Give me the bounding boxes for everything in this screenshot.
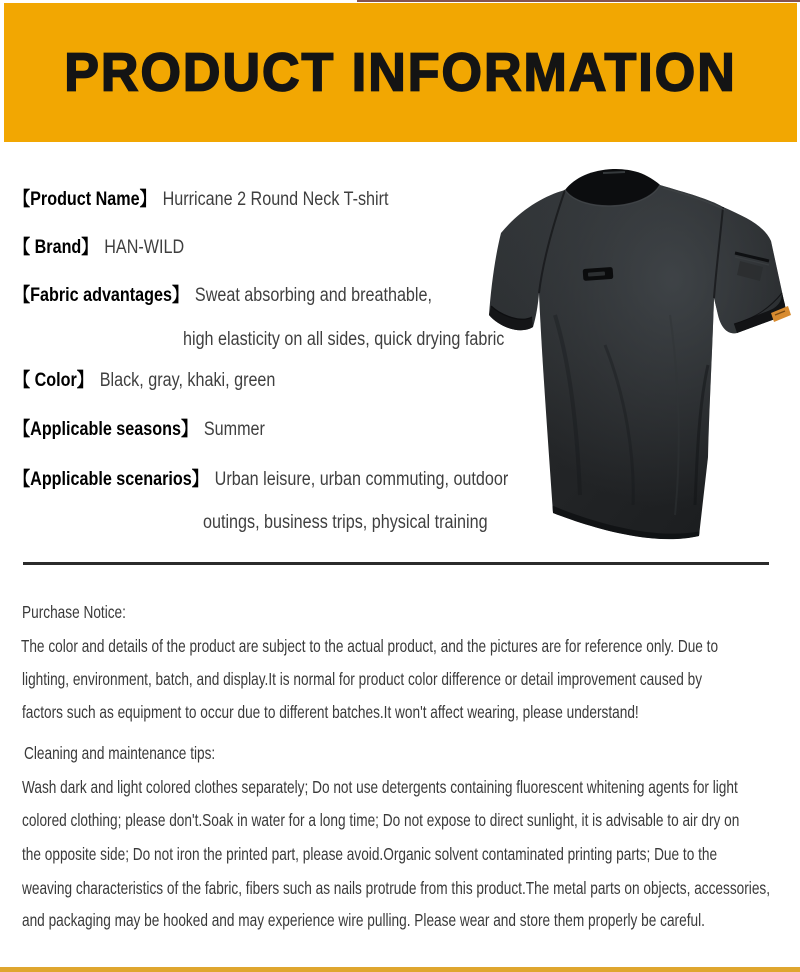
detail-label: 【 Brand】 [14,237,98,258]
detail-label: 【Applicable seasons】 [14,419,198,440]
detail-value: Black, gray, khaki, green [99,370,276,391]
detail-row-brand [14,236,184,260]
section-divider [23,562,769,565]
care-tips-line: Wash dark and light colored clothes separately; Do not use detergents containing fluorescent whitening agents for light [22,777,738,797]
purchase-notice-heading: Purchase Notice: [22,602,126,622]
care-tips-heading: Cleaning and maintenance tips: [24,743,216,763]
care-tips-line: the opposite side; Do not iron the printed part, please avoid.Organic solvent contaminated printing parts; Due to the [22,844,718,864]
detail-value: Urban leisure, urban commuting, outdoor [214,469,509,490]
detail-row-seasons [14,418,265,442]
detail-value: HAN-WILD [104,237,185,258]
bottom-accent-strip [0,967,800,972]
detail-row-scenarios [14,468,508,492]
care-tips-line: weaving characteristics of the fabric, fibers such as nails protrude from this product.The metal parts on objects, accessories, [22,878,771,898]
product-photo-tshirt [485,165,797,547]
care-tips-line: colored clothing; please don't.Soak in water for a long time; Do not expose to direct sunlight, it is advisable to air dry on [22,810,740,830]
detail-label: 【Fabric advantages】 [14,285,189,306]
detail-label: 【Applicable scenarios】 [14,469,208,490]
detail-label: 【Product Name】 [14,189,156,210]
detail-value-continuation: outings, business trips, physical training [203,512,488,533]
detail-row-color [14,369,275,393]
top-edge-artifact [357,0,800,2]
detail-row-fabric [14,284,432,308]
detail-value-continuation: high elasticity on all sides, quick drying fabric [183,329,505,350]
collar-size-tab [603,172,625,173]
header-banner [4,3,797,142]
detail-value: Sweat absorbing and breathable, [194,285,432,306]
detail-row-product-name [14,188,388,212]
page-title: PRODUCT INFORMATION [64,42,737,103]
detail-value: Hurricane 2 Round Neck T-shirt [162,189,389,210]
care-tips-line: and packaging may be hooked and may experience wire pulling. Please wear and store them properly be careful. [22,910,705,930]
detail-value: Summer [203,419,265,440]
purchase-notice-line: factors such as equipment to occur due to different batches.It won't affect wearing, please understand! [22,702,639,722]
purchase-notice-line: The color and details of the product are subject to the actual product, and the pictures are for reference only. Due to [21,636,719,656]
chest-logo [583,267,614,281]
purchase-notice-line: lighting, environment, batch, and display.It is normal for product color difference or detail improvement caused by [22,669,703,689]
detail-label: 【 Color】 [14,370,93,391]
